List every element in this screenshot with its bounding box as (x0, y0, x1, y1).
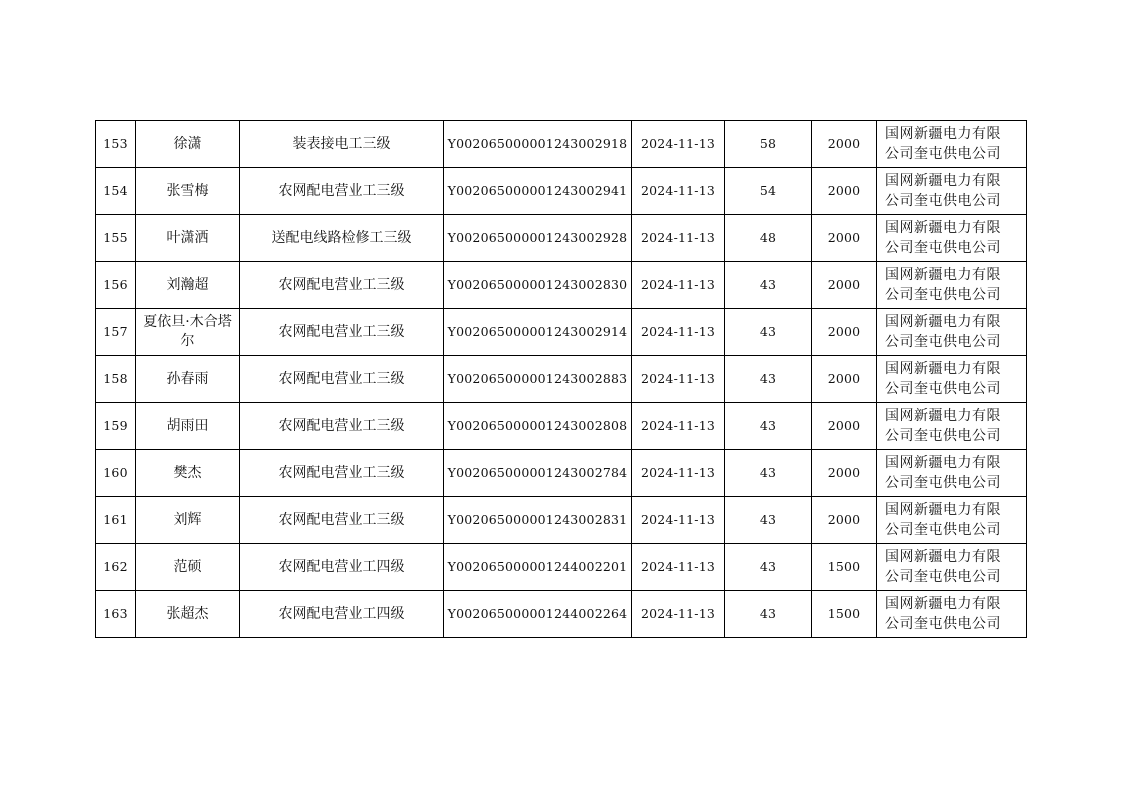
organization-line-1: 国网新疆电力有限 (885, 220, 1001, 236)
name-cell (136, 121, 240, 168)
date-cell: 2024-11-13 (632, 497, 725, 544)
name-cell (136, 309, 240, 356)
name-text: 刘辉 (173, 511, 202, 528)
score-cell: 43 (725, 497, 812, 544)
row-number-cell: 158 (96, 356, 136, 403)
name-cell (136, 450, 240, 497)
name-cell (136, 262, 240, 309)
name-text: 胡雨田 (166, 417, 209, 434)
name-cell (136, 591, 240, 638)
name-text: 范硕 (173, 558, 202, 575)
amount-cell: 2000 (812, 309, 877, 356)
table-row (96, 356, 1027, 403)
row-number-cell: 161 (96, 497, 136, 544)
job-title-cell: 装表接电工三级 (240, 121, 444, 168)
score-cell: 43 (725, 591, 812, 638)
name-text: 张雪梅 (166, 182, 209, 199)
organization-line-1: 国网新疆电力有限 (885, 173, 1001, 189)
name-cell (136, 497, 240, 544)
row-number-cell: 157 (96, 309, 136, 356)
table-row (96, 215, 1027, 262)
row-number-cell: 155 (96, 215, 136, 262)
amount-cell: 2000 (812, 168, 877, 215)
date-cell: 2024-11-13 (632, 121, 725, 168)
date-cell: 2024-11-13 (632, 215, 725, 262)
name-text: 夏依旦·木合塔尔 (143, 314, 232, 349)
organization-line-1: 国网新疆电力有限 (885, 361, 1001, 377)
score-cell: 58 (725, 121, 812, 168)
job-title-cell: 农网配电营业工四级 (240, 544, 444, 591)
organization-line-1: 国网新疆电力有限 (885, 408, 1001, 424)
organization-line-2: 公司奎屯供电公司 (885, 334, 1001, 350)
date-cell: 2024-11-13 (632, 168, 725, 215)
organization-cell (877, 544, 1027, 591)
table-row (96, 403, 1027, 450)
row-number-cell: 160 (96, 450, 136, 497)
name-text: 樊杰 (173, 464, 202, 481)
organization-cell (877, 121, 1027, 168)
name-text: 徐潇 (173, 135, 202, 152)
row-number-cell: 153 (96, 121, 136, 168)
row-number-cell: 163 (96, 591, 136, 638)
organization-cell (877, 450, 1027, 497)
organization-cell (877, 262, 1027, 309)
date-cell: 2024-11-13 (632, 450, 725, 497)
job-title-cell: 农网配电营业工三级 (240, 168, 444, 215)
name-text: 叶潇洒 (166, 229, 209, 246)
row-number-cell: 159 (96, 403, 136, 450)
organization-cell (877, 591, 1027, 638)
amount-cell: 1500 (812, 544, 877, 591)
organization-line-2: 公司奎屯供电公司 (885, 287, 1001, 303)
score-cell: 43 (725, 356, 812, 403)
organization-line-1: 国网新疆电力有限 (885, 596, 1001, 612)
row-number-cell: 156 (96, 262, 136, 309)
certificate-number-cell: Y002065000001243002941 (444, 168, 632, 215)
row-number-cell: 162 (96, 544, 136, 591)
name-text: 刘瀚超 (166, 276, 209, 293)
organization-cell (877, 215, 1027, 262)
table-row (96, 262, 1027, 309)
organization-line-1: 国网新疆电力有限 (885, 314, 1001, 330)
organization-line-2: 公司奎屯供电公司 (885, 475, 1001, 491)
score-cell: 54 (725, 168, 812, 215)
date-cell: 2024-11-13 (632, 356, 725, 403)
name-cell (136, 356, 240, 403)
organization-line-2: 公司奎屯供电公司 (885, 428, 1001, 444)
name-cell (136, 215, 240, 262)
table-row (96, 450, 1027, 497)
certificate-number-cell: Y002065000001243002831 (444, 497, 632, 544)
job-title-cell: 送配电线路检修工三级 (240, 215, 444, 262)
date-cell: 2024-11-13 (632, 403, 725, 450)
amount-cell: 2000 (812, 262, 877, 309)
job-title-cell: 农网配电营业工三级 (240, 403, 444, 450)
organization-line-1: 国网新疆电力有限 (885, 455, 1001, 471)
organization-line-1: 国网新疆电力有限 (885, 502, 1001, 518)
organization-line-2: 公司奎屯供电公司 (885, 381, 1001, 397)
job-title-cell: 农网配电营业工三级 (240, 309, 444, 356)
table-row (96, 591, 1027, 638)
organization-line-2: 公司奎屯供电公司 (885, 616, 1001, 632)
score-cell: 43 (725, 403, 812, 450)
roster-body (96, 121, 1027, 638)
organization-line-2: 公司奎屯供电公司 (885, 569, 1001, 585)
job-title-cell: 农网配电营业工三级 (240, 497, 444, 544)
organization-line-2: 公司奎屯供电公司 (885, 193, 1001, 209)
amount-cell: 2000 (812, 215, 877, 262)
name-cell (136, 544, 240, 591)
date-cell: 2024-11-13 (632, 262, 725, 309)
roster-table (95, 120, 1027, 638)
amount-cell: 2000 (812, 356, 877, 403)
table-row (96, 168, 1027, 215)
certificate-number-cell: Y002065000001244002201 (444, 544, 632, 591)
table-row (96, 121, 1027, 168)
date-cell: 2024-11-13 (632, 544, 725, 591)
certificate-number-cell: Y002065000001243002914 (444, 309, 632, 356)
name-cell (136, 168, 240, 215)
table-row (96, 497, 1027, 544)
organization-cell (877, 309, 1027, 356)
score-cell: 43 (725, 262, 812, 309)
job-title-cell: 农网配电营业工三级 (240, 356, 444, 403)
organization-line-1: 国网新疆电力有限 (885, 267, 1001, 283)
job-title-cell: 农网配电营业工四级 (240, 591, 444, 638)
organization-line-2: 公司奎屯供电公司 (885, 146, 1001, 162)
date-cell: 2024-11-13 (632, 591, 725, 638)
certificate-number-cell: Y002065000001243002808 (444, 403, 632, 450)
score-cell: 43 (725, 544, 812, 591)
score-cell: 43 (725, 309, 812, 356)
certificate-number-cell: Y002065000001243002883 (444, 356, 632, 403)
certificate-number-cell: Y002065000001243002928 (444, 215, 632, 262)
score-cell: 43 (725, 450, 812, 497)
certificate-number-cell: Y002065000001243002784 (444, 450, 632, 497)
amount-cell: 2000 (812, 497, 877, 544)
amount-cell: 1500 (812, 591, 877, 638)
score-cell: 48 (725, 215, 812, 262)
table-row (96, 309, 1027, 356)
date-cell: 2024-11-13 (632, 309, 725, 356)
amount-cell: 2000 (812, 121, 877, 168)
organization-line-1: 国网新疆电力有限 (885, 549, 1001, 565)
organization-cell (877, 356, 1027, 403)
organization-cell (877, 168, 1027, 215)
organization-line-2: 公司奎屯供电公司 (885, 240, 1001, 256)
name-text: 张超杰 (166, 605, 209, 622)
organization-cell (877, 403, 1027, 450)
certificate-number-cell: Y002065000001244002264 (444, 591, 632, 638)
organization-line-2: 公司奎屯供电公司 (885, 522, 1001, 538)
certificate-number-cell: Y002065000001243002830 (444, 262, 632, 309)
job-title-cell: 农网配电营业工三级 (240, 262, 444, 309)
name-text: 孙春雨 (166, 370, 209, 387)
job-title-cell: 农网配电营业工三级 (240, 450, 444, 497)
organization-cell (877, 497, 1027, 544)
name-cell (136, 403, 240, 450)
amount-cell: 2000 (812, 450, 877, 497)
table-row (96, 544, 1027, 591)
row-number-cell: 154 (96, 168, 136, 215)
amount-cell: 2000 (812, 403, 877, 450)
organization-line-1: 国网新疆电力有限 (885, 126, 1001, 142)
certificate-number-cell: Y002065000001243002918 (444, 121, 632, 168)
